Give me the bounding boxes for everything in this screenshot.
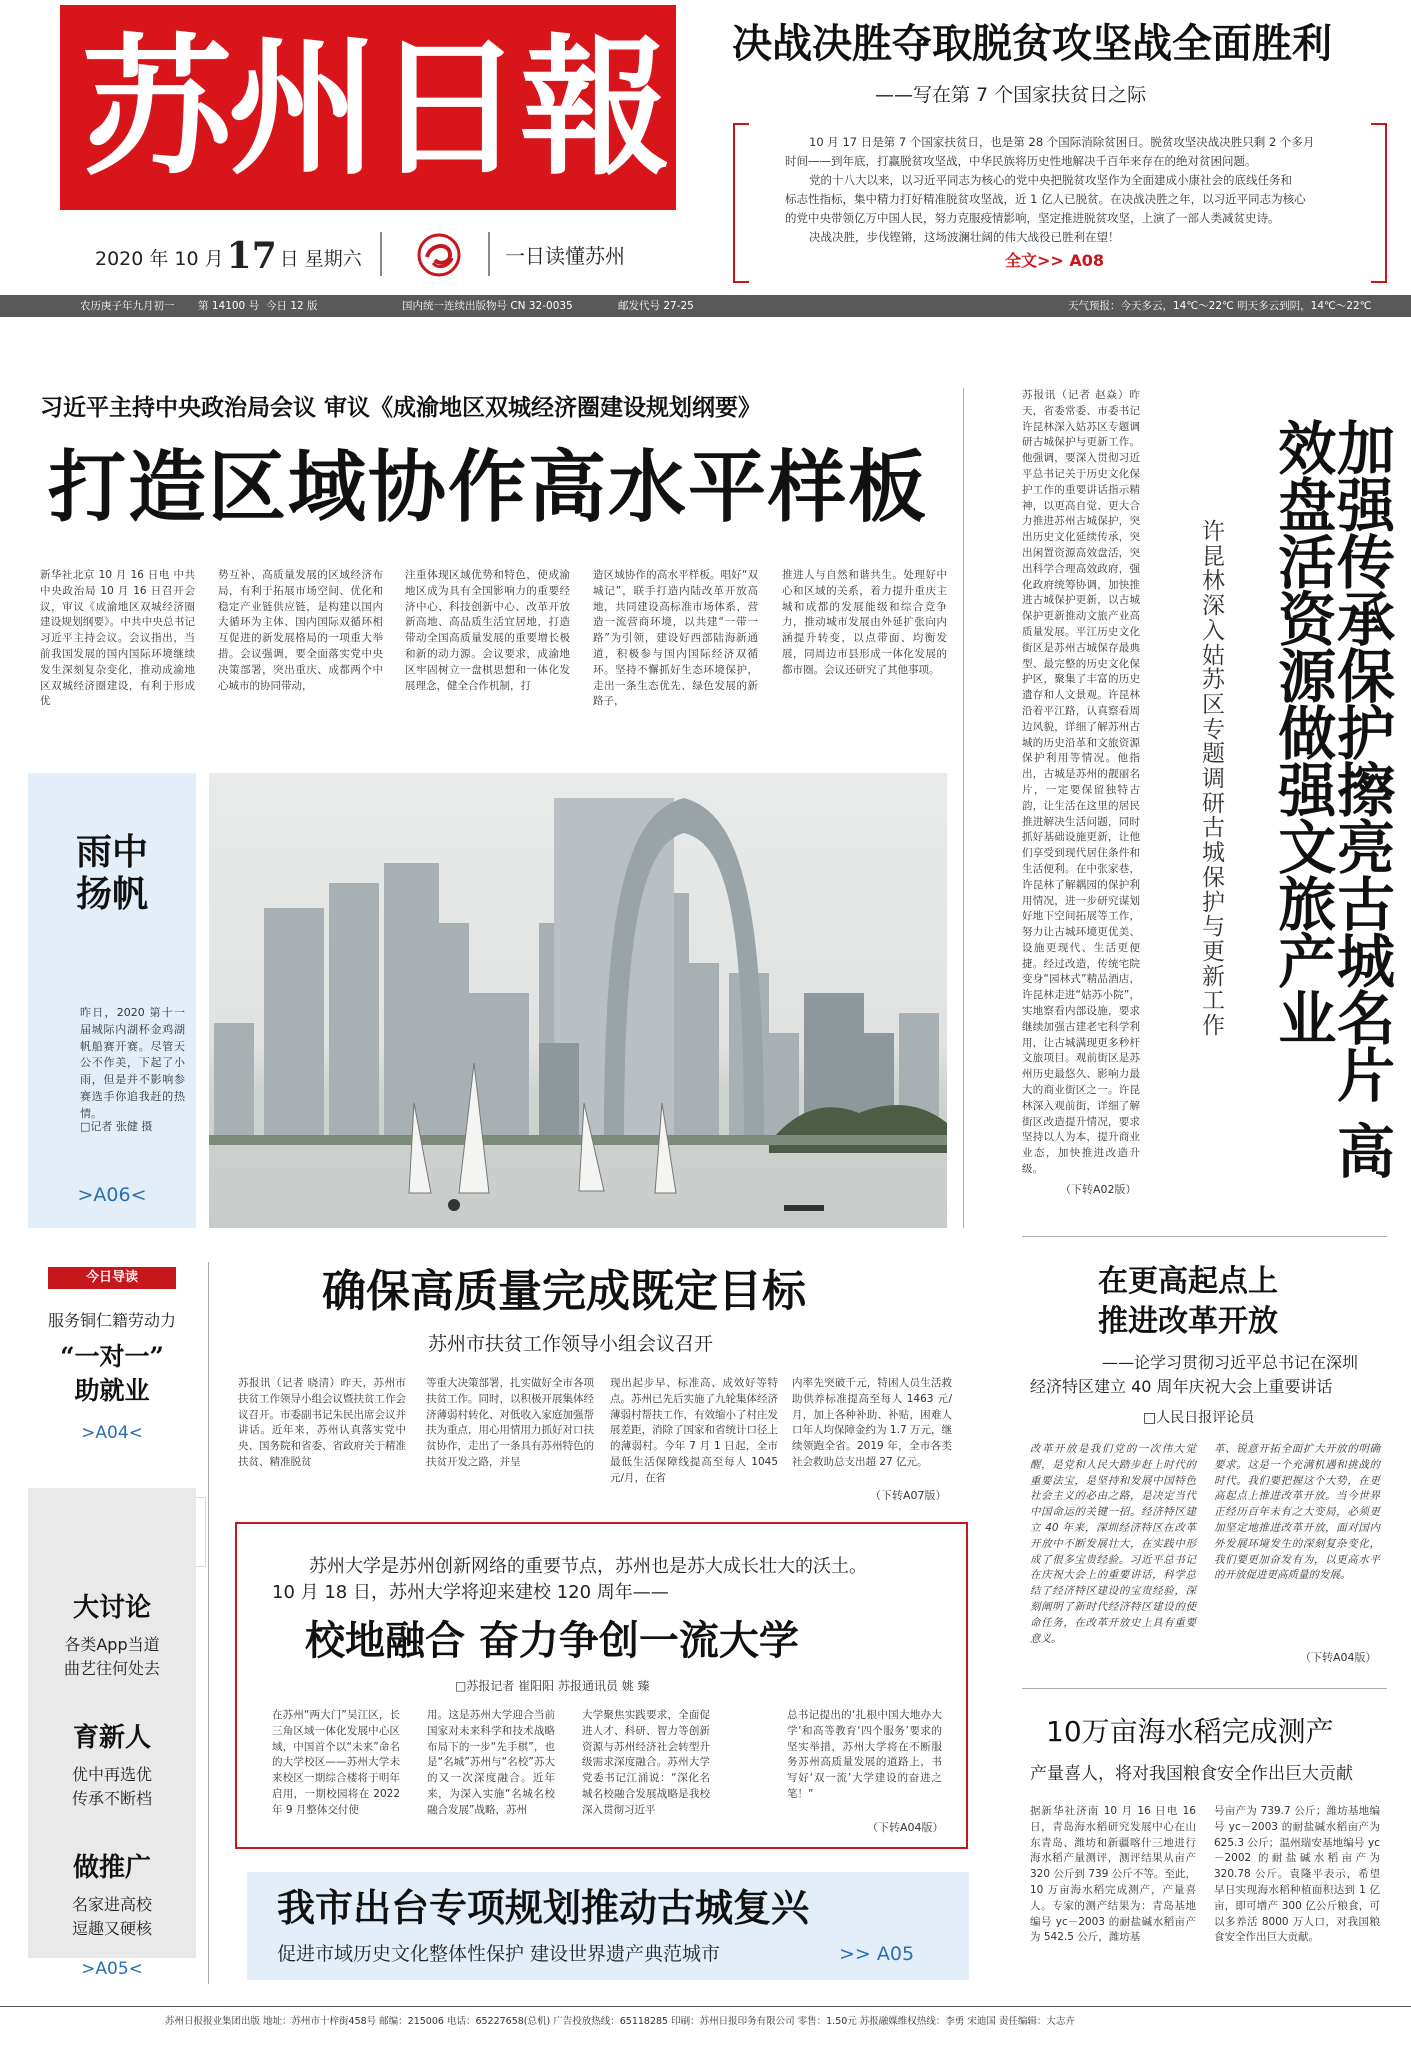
daodu-line: 优中再选优 <box>71 1765 152 1784</box>
daodu-line: 育新人 <box>72 1723 151 1753</box>
lead-kicker: 习近平主持中央政治局会议 审议《成渝地区双城经济圈建设规划纲要》 <box>40 395 762 421</box>
info-bar <box>0 295 1411 317</box>
poverty-col-2: 等重大决策部署，扎实做好全市各项扶贫工作。同时，以积极开展集体经济薄弱村转化、对低收入家庭加强帮扶为重点，用心用情用力抓好对口扶贫协作，走出了一条具有苏州特色的扶贫开发之路，并呈 <box>426 1377 594 1468</box>
masthead-logo-box <box>60 5 676 210</box>
university-lead-1: 苏州大学是苏州创新网络的重要节点，苏州也是苏大成长壮大的沃土。 <box>309 1556 867 1577</box>
photo-side-title: 雨中扬帆 <box>75 831 148 915</box>
reform-title-1[interactable]: 在更高起点上 <box>1098 1264 1278 1299</box>
top-summary-line: 10 月 17 日是第 7 个国家扶贫日，也是第 28 个国际消除贫困日。脱贫攻坚决战决胜只剩 2 个多月 <box>809 135 1315 149</box>
daodu-line: 传承不断档 <box>71 1789 152 1808</box>
university-headline[interactable]: 校地融合 奋力争创一流大学 <box>305 1617 799 1664</box>
university-col-1: 在苏州“两大门”吴江区，长三角区域一体化发展中心区域，中国首个以“未来”命名的大学校区——苏州大学未来校区一期综合楼将于明年启用，一期校园将在 2022 年 9 月整体交付使 <box>272 1709 400 1816</box>
right-subheadline: 许昆林深入姑苏区专题调研古城保护与更新工作 <box>1202 519 1225 1040</box>
top-summary-line: 的党中央带领亿万中国人民，努力克服疫情影响，坚定推进脱贫攻坚，上演了一部人类减贫史诗。 <box>785 211 1280 225</box>
right-headline[interactable]: 加强传承保护擦亮古城名片 高效盘活资源做强文旅产业 <box>1268 418 1395 1179</box>
photo-side-text: 昨日，2020 第十一届城际内湖杯金鸡湖帆船赛开赛。尽管天公不作美，下起了小雨，但是并不影响参赛选手你追我赶的热情。 <box>80 1006 185 1120</box>
reform-author: □人民日报评论员 <box>1143 1410 1255 1426</box>
poverty-col-4: 内率先突破千元，特困人员生活救助供养标准提高至每人 1463 元/月，加上各种补助、补贴，困难人口年人均保障金约为 1.7 万元，继续领跑全省。2019 年，全市各类社会救助总支出超 27 亿元。 <box>792 1377 952 1468</box>
top-summary-line: 决战决胜，步伐铿锵，这场波澜壮阔的伟大战役已胜利在望！ <box>809 230 1120 244</box>
top-summary-line: 时间——到年底，打赢脱贫攻坚战，中华民族将历史性地解决千百年来存在的绝对贫困问题。 <box>785 154 1257 168</box>
info-lunar: 农历庚子年九月初一 <box>80 300 175 312</box>
masthead-divider <box>380 232 382 276</box>
info-cn: 国内统一连续出版物号 CN 32-0035 <box>402 300 573 312</box>
university-byline: □苏报记者 崔阳阳 苏报通讯员 姚 臻 <box>455 1679 650 1693</box>
poverty-ref[interactable]: （下转A07版） <box>870 1489 947 1502</box>
daodu-label: 今日导读 <box>48 1267 176 1289</box>
rice-col-1: 据新华社济南 10 月 16 日电 16 日，青岛海水稻研究发展中心在山东青岛、潍坊和新疆喀什三地进行海水稻产量测评，测评结果从亩产 320 公斤到 739 公斤不等。至此，10 万亩海水稻完成测产，产量喜人。专家的测产结果为：青岛基地编号 yc－2003 的耐盐碱水稻亩产为 542.5 公斤，潍坊基 <box>1030 1805 1196 1944</box>
daodu-line: 助就业 <box>74 1376 150 1405</box>
info-issue: 第 14100 号 <box>198 300 260 312</box>
daodu-rule <box>208 1262 209 1984</box>
footer-text: 苏州日报报业集团出版 地址：苏州市十梓街458号 邮编：215006 电话：65227658(总机) 广告投放热线：65118285 印刷：苏州日报印务有限公司 零售：1.50元 苏报融媒维权热线：李勇 宋迪国 责任编辑：大志卉 <box>165 2016 1075 2027</box>
rice-subhead: 产量喜人，将对我国粮食安全作出巨大贡献 <box>1030 1764 1353 1784</box>
rice-col-2: 号亩产为 739.7 公斤；潍坊基地编号 yc－2003 的耐盐碱水稻亩产为 625.3 公斤；温州瑞安基地编号 yc－2002 的耐盐碱水稻亩产为 320.78 公斤。袁隆平表示，希望早日实现海水稻种植面积达到 1 亿亩，即可增产 300 亿公斤粮食，可以多养活 8000 万人口，对我国粮食安全作出巨大贡献。 <box>1214 1805 1380 1944</box>
photo-sidebar <box>28 773 196 1228</box>
masthead-date <box>95 236 362 276</box>
daodu-line: “一对一” <box>60 1342 164 1371</box>
right-text: 苏报讯（记者 赵焱）昨天，省委常委、市委书记许昆林深入姑苏区专题调研古城保护与更新工作。他强调，要深入贯彻习近平总书记关于历史文化保护工作的重要讲话指示精神，以更高自觉、更大合力推进苏州古城保护，突出历史文化延续传承，突出闲置资源高效盘活，突出科学合理高效政府，强化政府统筹协调，加快推进古城保护更新，以古城保护更新推动文旅产业高质量发展。平江历史文化街区是苏州古城保存最典型、最完整的历史文化保护区，聚集了丰富的历史遗存和人文景观。许昆林沿着平江路，认真察看周边风貌，详细了解苏州古城的历史沿革和文旅资源保护利用等情况。他指出，古城是苏州的靓丽名片，一定要保留独特古韵，让生活在这里的居民推进解决生活问题，同时抓好基础设施更新，让他们享受到现代居住条件和生活便利。在中张家巷，许昆林了解耦园的保护利用情况，进一步研究谋划好地下空间拓展等工作，努力让古城环境更优美、设施更现代、生活更便捷。经过改造，传统宅院变身“园林式”精品酒店，许昆林走进“姑苏小院”，实地察看内部设施，要求继续加强古建老宅科学利用，让古城满现更多秒杆文旅项目。观前街区是苏州历史最悠久、影响力最大的商业街区之一。许昆林深入观前街，详细了解街区改造提升情况，要求坚持以人为本，提升商业业态，加快推进改造升级。 <box>1022 389 1140 1176</box>
university-col-4: 总书记提出的‘扎根中国大地办大学’和高等教育‘四个服务’要求的坚实举措，苏州大学将在不断服务苏州高质量发展的道路上，书写好‘双一流’大学建设的奋进之笔！” <box>787 1709 942 1800</box>
top-headline[interactable]: 决战决胜夺取脱贫攻坚战全面胜利 <box>732 20 1332 67</box>
lead-col-2: 势互补、高质量发展的区域经济布局，有利于拓展市场空间、优化和稳定产业链供应链，是构建以国内大循环为主体、国内国际双循环相互促进的新发展格局的一项重大举措。会议强调，要全面落实党中央决策部署，突出重庆、成都两个中心城市的协同带动， <box>218 569 383 692</box>
university-ref[interactable]: （下转A04版） <box>867 1821 944 1834</box>
lower-divider <box>1022 1236 1387 1237</box>
banner-headline[interactable]: 我市出台专项规划推动古城复兴 <box>277 1885 810 1930</box>
reform-col-1: 改革开放是我们党的一次伟大觉醒，是党和人民大踏步赶上时代的重要法宝，是坚持和发展中国特色社会主义的必由之路，是决定当代中国命运的关键一招。经济特区建立 40 年来，深圳经济特区在改革开放中不断发展壮大，在实践中形成了很多宝贵经验。习近平总书记在庆祝大会上的重要讲话，科学总结了经济特区建设的宝贵经验，深刻阐明了新时代经济特区建设的使命任务，在改革开放史上具有重要意义。 <box>1030 1443 1196 1645</box>
daodu-ref-1[interactable]: >A04< <box>81 1423 143 1443</box>
top-ref-link[interactable]: 全文>> A08 <box>1005 251 1105 270</box>
right-text-ref[interactable]: （下转A02版） <box>1060 1183 1137 1196</box>
reform-sub-1: ——论学习贯彻习近平总书记在深圳 <box>1102 1353 1359 1372</box>
bottom-banner <box>247 1872 969 1980</box>
reform-sub-2: 经济特区建立 40 周年庆祝大会上重要讲话 <box>1030 1377 1333 1396</box>
daodu-line: 各类App当道 <box>64 1635 160 1654</box>
masthead-divider-2 <box>488 232 490 276</box>
footer-rule <box>0 2006 1411 2007</box>
lead-col-3: 注重体现区域优势和特色，使成渝地区成为具有全国影响力的重要经济中心、科技创新中心、改革开放新高地、高品质生活宜居地，打造带动全国高质量发展的重要增长极和新的动力源。会议要求，成渝地区牢固树立一盘棋思想和一体化发展理念，健全合作机制，打 <box>405 569 570 692</box>
photo-credit: □记者 张健 摄 <box>80 1120 153 1133</box>
daodu-line: 做推广 <box>72 1853 151 1883</box>
daodu-sidebar <box>28 1262 196 1984</box>
swirl-logo-icon <box>416 232 462 278</box>
poverty-subhead: 苏州市扶贫工作领导小组会议召开 <box>428 1333 714 1355</box>
info-pages: 今日 12 版 <box>266 300 318 312</box>
university-lead-2: 10 月 18 日，苏州大学将迎来建校 120 周年—— <box>272 1582 669 1603</box>
university-box <box>235 1522 968 1849</box>
daodu-line: 曲艺往何处去 <box>63 1659 160 1678</box>
masthead-slogan: 一日读懂苏州 <box>505 244 625 268</box>
masthead-logo: 苏州日報 <box>82 20 667 196</box>
banner-subhead: 促进市域历史文化整体性保护 建设世界遗产典范城市 <box>277 1943 721 1965</box>
daodu-line: 大讨论 <box>72 1593 151 1623</box>
lead-col-1: 新华社北京 10 月 16 日电 中共中央政治局 10 月 16 日召开会议，审议《成渝地区双城经济圈建设规划纲要》。中共中央总书记习近平主持会议。会议指出，当前我国发展的国内国际环境继续发生深刻复杂变化，推动成渝地区双城经济圈建设，有利于形成优 <box>40 569 195 708</box>
lead-col-4: 造区域协作的高水平样板。唱好“双城记”，联手打造内陆改革开放高地，共同建设高标准市场体系，营造一流营商环境，以共建“一带一路”为引领，建设好西部陆海新通道，积极参与国内国际经济双循环。坚持不懈抓好生态环境保护，走出一条生态优先、绿色发展的新路子， <box>593 569 758 708</box>
university-col-2: 用。这是苏州大学迎合当前国家对未来科学和技术战略布局下的一步“先手棋”，也是“名城”苏州与“名校”苏大的又一次深度融合。近年来，为深入实施“名城名校融合发展”战略，苏州 <box>427 1709 555 1816</box>
reform-title-2[interactable]: 推进改革开放 <box>1098 1304 1278 1339</box>
date-suffix: 日 星期六 <box>279 248 362 270</box>
date-prefix: 2020 年 10 月 <box>95 248 224 270</box>
top-summary-box <box>733 123 1387 283</box>
daodu-line: 服务铜仁籍劳动力 <box>47 1311 176 1330</box>
university-col-3: 大学聚焦实践要求，全面促进人才、科研、智力等创新资源与苏州经济社会转型升级需求深度融合。苏州大学党委书记江涌说：“深化名城名校融合发展战略是我校深入贯彻习近平 <box>582 1709 710 1816</box>
lead-headline[interactable]: 打造区域协作高水平样板 <box>48 442 929 533</box>
info-weather: 天气预报：今天多云，14℃～22℃ 明天多云到阴，14℃～22℃ <box>1068 300 1372 312</box>
top-subtitle: ——写在第 7 个国家扶贫日之际 <box>875 84 1147 106</box>
daodu-line: 名家进高校 <box>71 1895 152 1914</box>
right-column-rule <box>963 388 964 1228</box>
banner-ref[interactable]: >> A05 <box>839 1943 915 1965</box>
top-summary-line: 党的十八大以来，以习近平同志为核心的党中央把脱贫攻坚作为全面建成小康社会的底线任务和 <box>809 173 1292 187</box>
rice-headline[interactable]: 10万亩海水稻完成测产 <box>1046 1715 1334 1748</box>
photo-ref-link[interactable]: >A06< <box>77 1184 147 1206</box>
daodu-line: 逗趣又硬核 <box>71 1919 152 1938</box>
info-post: 邮发代号 27-25 <box>618 300 694 312</box>
date-day: 17 <box>226 235 277 277</box>
lead-col-5: 推进人与自然和谐共生。处理好中心和区域的关系，着力提升重庆主城和成都的发展能级和综合竞争力，推动城市发展由外延扩张向内涵提升转变，以点带面、均衡发展，同周边市县形成一体化发展的都市圈。会议还研究了其他事项。 <box>782 569 947 676</box>
reform-col-2: 革、锐意开拓全面扩大开放的明确要求。这是一个充满机遇和挑战的时代。我们要把握这个大势，在更高起点上推进改革开放。当今世界正经历百年未有之大变局，必须更加坚定地推进改革开放，面对国内外发展环境发生的深刻复杂变化，我们要更加奋发有为，以更高水平的开放促进更高质量的发展。 <box>1214 1443 1380 1582</box>
poverty-headline[interactable]: 确保高质量完成既定目标 <box>322 1266 806 1317</box>
poverty-col-3: 现出起步早、标准高、成效好等特点。苏州已先后实施了九轮集体经济薄弱村帮扶工作，有效缩小了村庄发展差距，消除了国家和省统计口径上的薄弱村。今年 7 月 1 日起，全市最低生活保障线提高至每人 1045 元/月，在省 <box>610 1377 778 1484</box>
poverty-col-1: 苏报讯（记者 晓清）昨天，苏州市扶贫工作领导小组会议暨扶贫工作会议召开。市委副书记朱民出席会议并讲话。近年来，苏州认真落实党中央、国务院和省委、省政府关于精准扶贫、精准脱贫 <box>238 1377 406 1468</box>
main-photo <box>209 773 947 1228</box>
top-summary-line: 标志性指标，集中精力打好精准脱贫攻坚战，近 1 亿人已脱贫。在决战决胜之年，以习近平同志为核心 <box>785 192 1306 206</box>
reform-ref[interactable]: （下转A04版） <box>1300 1651 1377 1664</box>
reform-rule <box>1022 1688 1387 1689</box>
daodu-ref-2[interactable]: >A05< <box>81 1959 143 1979</box>
